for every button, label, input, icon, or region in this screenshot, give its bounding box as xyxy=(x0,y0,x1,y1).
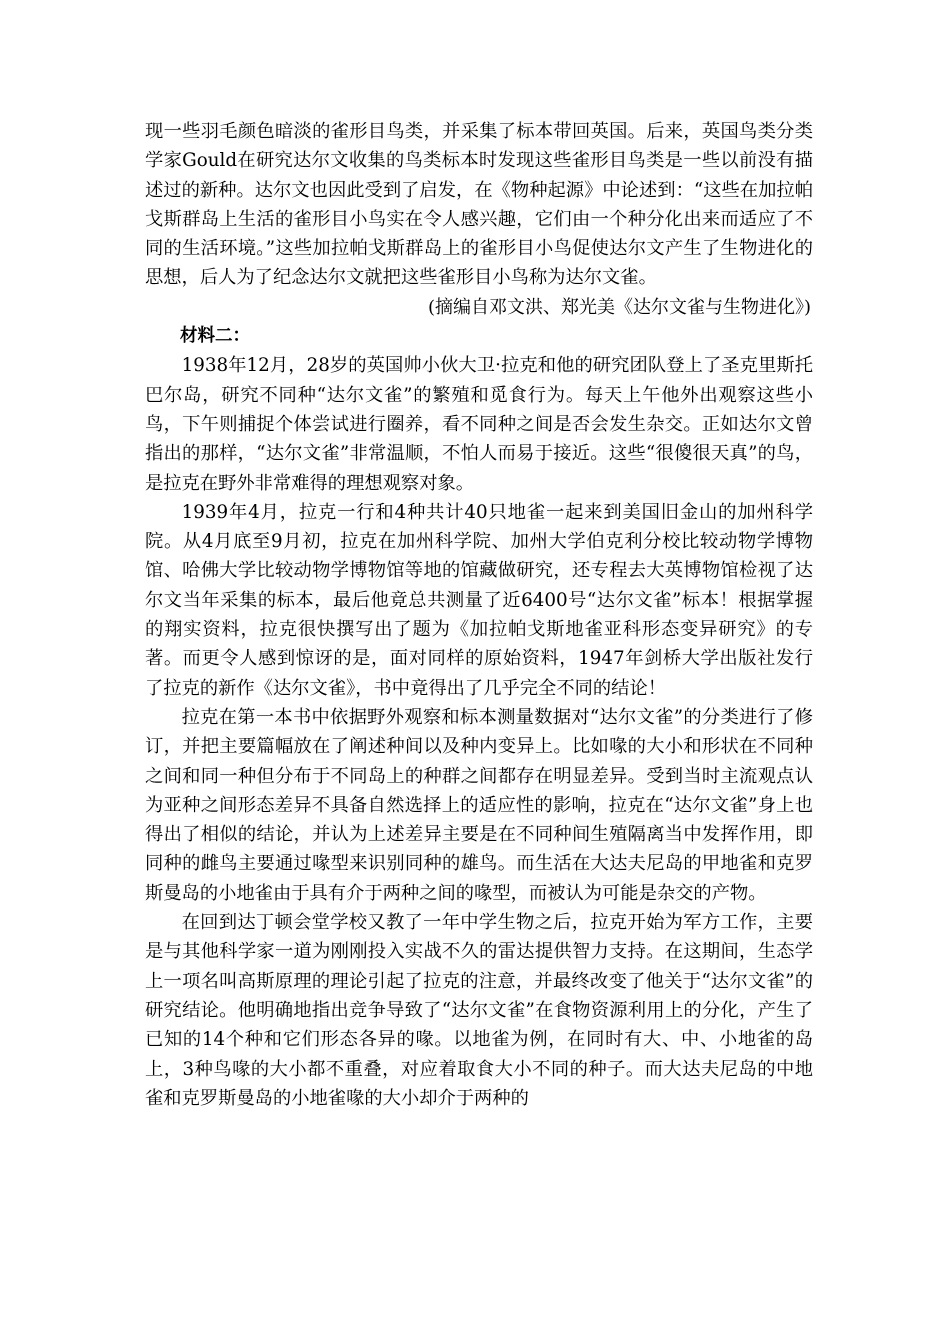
paragraph-2: 1939年4月，拉克一行和4种共计40只地雀一起来到美国旧金山的加州科学院。从4月底至9月初，拉克在加州科学院、加州大学伯克利分校比较动物学博物馆、哈佛大学比较动物学博物馆等地的馆藏做研究，还专程去大英博物馆检视了达尔文当年采集的标本，最后他竟总共测量了近6400号“达尔文雀”标本！根据掌握的翔实资料，拉克很快撰写出了题为《加拉帕戈斯地雀亚科形态变异研究》的专著。而更令人感到惊讶的是，面对同样的原始资料，1947年剑桥大学出版社发行了拉克的新作《达尔文雀》，书中竟得出了几乎完全不同的结论！ xyxy=(145,501,813,699)
paragraph-3: 拉克在第一本书中依据野外观察和标本测量数据对“达尔文雀”的分类进行了修订，并把主要篇幅放在了阐述种间以及种内变异上。比如喙的大小和形状在不同种之间和同一种但分布于不同岛上的种群之间都存在明显差异。受到当时主流观点认为亚种之间形态差异不具备自然选择上的适应性的影响，拉克在“达尔文雀”身上也得出了相似的结论，并认为上述差异主要是在不同种间生殖隔离当中发挥作用，即同种的雌鸟主要通过喙型来识别同种的雄鸟。而生活在大达夫尼岛的甲地雀和克罗斯曼岛的小地雀由于具有介于两种之间的喙型，而被认为可能是杂交的产物。 xyxy=(145,706,813,904)
paragraph-4: 在回到达丁顿会堂学校又教了一年中学生物之后，拉克开始为军方工作，主要是与其他科学家一道为刚刚投入实战不久的雷达提供智力支持。在这期间，生态学上一项名叫高斯原理的理论引起了拉克的注意，并最终改变了他关于“达尔文雀”的研究结论。他明确地指出竞争导致了“达尔文雀”在食物资源利用上的分化，产生了已知的14个种和它们形态各异的喙。以地雀为例，在同时有大、中、小地雀的岛上，3种鸟喙的大小都不重叠，对应着取食大小不同的种子。而大达夫尼岛的中地雀和克罗斯曼岛的小地雀喙的大小却介于两种的 xyxy=(145,912,813,1109)
paragraph-1: 1938年12月，28岁的英国帅小伙大卫·拉克和他的研究团队登上了圣克里斯托巴尔岛，研究不同种“达尔文雀”的繁殖和觅食行为。每天上午他外出观察这些小鸟，下午则捕捉个体尝试进行圈养，看不同种之间是否会发生杂交。正如达尔文曾指出的那样，“达尔文雀”非常温顺，不怕人而易于接近。这些“很傻很天真”的鸟，是拉克在野外非常难得的理想观察对象。 xyxy=(145,355,813,494)
paragraph-continued: 现一些羽毛颜色暗淡的雀形目鸟类，并采集了标本带回英国。后来，英国鸟类分类学家Gould在研究达尔文收集的鸟类标本时发现这些雀形目鸟类是一些以前没有描述过的新种。达尔文也因此受到了启发，在《物种起源》中论述到：“这些在加拉帕戈斯群岛上生活的雀形目小鸟实在令人感兴趣，它们由一个种分化出来而适应了不同的生活环境。”这些加拉帕戈斯群岛上的雀形目小鸟促使达尔文产生了生物进化的思想，后人为了纪念达尔文就把这些雀形目小鸟称为达尔文雀。 xyxy=(145,121,813,289)
document-page xyxy=(145,117,813,1113)
section-heading: 材料二： xyxy=(180,326,250,347)
source-citation: (摘编自邓文洪、郑光美《达尔文雀与生物进化》) xyxy=(427,296,811,318)
